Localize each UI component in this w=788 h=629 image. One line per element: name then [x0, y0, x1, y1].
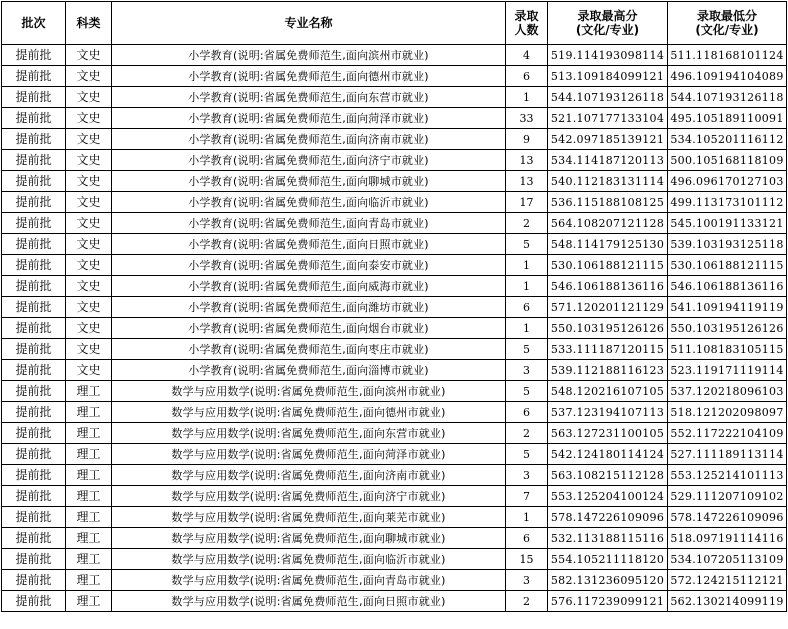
admissions-table: [1, 1, 787, 612]
major-cell: 小学教育(说明:省属免费师范生,面向东营市就业): [112, 87, 506, 108]
table-row: [2, 150, 787, 171]
batch-cell: 提前批: [2, 66, 66, 87]
batch-cell: 提前批: [2, 297, 66, 318]
header-row: [2, 2, 787, 45]
batch-cell: 提前批: [2, 255, 66, 276]
max-score-cell: 554.105211118120: [548, 549, 668, 570]
min-score-cell: 523.119171119114: [668, 360, 787, 381]
major-cell: 数学与应用数学(说明:省属免费师范生,面向滨州市就业): [112, 381, 506, 402]
count-cell: 6: [506, 297, 548, 318]
batch-cell: 提前批: [2, 108, 66, 129]
count-cell: 5: [506, 339, 548, 360]
min-score-cell: 545.100191133121: [668, 213, 787, 234]
min-score-cell: 499.113173101112: [668, 192, 787, 213]
subject-cell: 文史: [66, 150, 112, 171]
count-cell: 1: [506, 255, 548, 276]
table-row: [2, 423, 787, 444]
min-score-cell: 552.117222104109: [668, 423, 787, 444]
subject-cell: 理工: [66, 507, 112, 528]
min-score-cell: 518.097191114116: [668, 528, 787, 549]
max-score-cell: 534.114187120113: [548, 150, 668, 171]
min-score-cell: 553.125214101113: [668, 465, 787, 486]
batch-cell: 提前批: [2, 507, 66, 528]
major-cell: 数学与应用数学(说明:省属免费师范生,面向东营市就业): [112, 423, 506, 444]
max-score-cell: 532.113188115116: [548, 528, 668, 549]
min-score-cell: 529.111207109102: [668, 486, 787, 507]
batch-cell: 提前批: [2, 444, 66, 465]
max-score-cell: 539.112188116123: [548, 360, 668, 381]
major-cell: 小学教育(说明:省属免费师范生,面向枣庄市就业): [112, 339, 506, 360]
table-row: [2, 444, 787, 465]
table-row: [2, 87, 787, 108]
major-cell: 小学教育(说明:省属免费师范生,面向青岛市就业): [112, 213, 506, 234]
count-cell: 2: [506, 213, 548, 234]
table-body: [2, 45, 787, 612]
count-cell: 3: [506, 570, 548, 591]
subject-cell: 理工: [66, 486, 112, 507]
major-cell: 小学教育(说明:省属免费师范生,面向聊城市就业): [112, 171, 506, 192]
min-score-cell: 578.147226109096: [668, 507, 787, 528]
min-score-cell: 550.103195126126: [668, 318, 787, 339]
subject-cell: 文史: [66, 360, 112, 381]
max-score-cell: 553.125204100124: [548, 486, 668, 507]
min-score-cell: 527.111189113114: [668, 444, 787, 465]
max-score-cell: 536.115188108125: [548, 192, 668, 213]
max-score-cell: 548.114179125130: [548, 234, 668, 255]
batch-cell: 提前批: [2, 381, 66, 402]
batch-cell: 提前批: [2, 45, 66, 66]
min-score-cell: 518.121202098097: [668, 402, 787, 423]
batch-cell: 提前批: [2, 192, 66, 213]
batch-cell: 提前批: [2, 528, 66, 549]
header-max-score: [548, 2, 668, 45]
batch-cell: 提前批: [2, 129, 66, 150]
table-row: [2, 108, 787, 129]
count-cell: 1: [506, 87, 548, 108]
min-score-cell: 572.124215112121: [668, 570, 787, 591]
header-batch: 批次: [2, 2, 66, 45]
batch-cell: 提前批: [2, 402, 66, 423]
subject-cell: 理工: [66, 402, 112, 423]
count-cell: 6: [506, 528, 548, 549]
major-cell: 数学与应用数学(说明:省属免费师范生,面向日照市就业): [112, 591, 506, 612]
header-major: 专业名称: [112, 2, 506, 45]
min-score-cell: 530.106188121115: [668, 255, 787, 276]
major-cell: 数学与应用数学(说明:省属免费师范生,面向德州市就业): [112, 402, 506, 423]
min-score-cell: 544.107193126118: [668, 87, 787, 108]
table-row: [2, 276, 787, 297]
major-cell: 数学与应用数学(说明:省属免费师范生,面向聊城市就业): [112, 528, 506, 549]
count-cell: 1: [506, 507, 548, 528]
subject-cell: 文史: [66, 255, 112, 276]
min-score-cell: 537.120218096103: [668, 381, 787, 402]
subject-cell: 理工: [66, 465, 112, 486]
table-row: [2, 255, 787, 276]
max-score-cell: 576.117239099121: [548, 591, 668, 612]
subject-cell: 理工: [66, 570, 112, 591]
max-score-cell: 513.109184099121: [548, 66, 668, 87]
table-row: [2, 528, 787, 549]
batch-cell: 提前批: [2, 570, 66, 591]
batch-cell: 提前批: [2, 360, 66, 381]
header-min-line1: 录取最低分: [696, 9, 757, 23]
subject-cell: 理工: [66, 423, 112, 444]
batch-cell: 提前批: [2, 234, 66, 255]
subject-cell: 理工: [66, 444, 112, 465]
count-cell: 13: [506, 150, 548, 171]
batch-cell: 提前批: [2, 171, 66, 192]
count-cell: 15: [506, 549, 548, 570]
major-cell: 小学教育(说明:省属免费师范生,面向泰安市就业): [112, 255, 506, 276]
major-cell: 小学教育(说明:省属免费师范生,面向济南市就业): [112, 129, 506, 150]
count-cell: 13: [506, 171, 548, 192]
batch-cell: 提前批: [2, 591, 66, 612]
major-cell: 数学与应用数学(说明:省属免费师范生,面向莱芜市就业): [112, 507, 506, 528]
major-cell: 数学与应用数学(说明:省属免费师范生,面向济南市就业): [112, 465, 506, 486]
min-score-cell: 511.108183105115: [668, 339, 787, 360]
batch-cell: 提前批: [2, 87, 66, 108]
batch-cell: 提前批: [2, 213, 66, 234]
min-score-cell: 496.096170127103: [668, 171, 787, 192]
table-row: [2, 591, 787, 612]
table-row: [2, 318, 787, 339]
max-score-cell: 533.111187120115: [548, 339, 668, 360]
table-row: [2, 486, 787, 507]
major-cell: 数学与应用数学(说明:省属免费师范生,面向菏泽市就业): [112, 444, 506, 465]
min-score-cell: 496.109194104089: [668, 66, 787, 87]
count-cell: 1: [506, 318, 548, 339]
major-cell: 数学与应用数学(说明:省属免费师范生,面向临沂市就业): [112, 549, 506, 570]
batch-cell: 提前批: [2, 549, 66, 570]
max-score-cell: 530.106188121115: [548, 255, 668, 276]
count-cell: 5: [506, 444, 548, 465]
header-count-line1: 录取: [514, 9, 539, 23]
table-row: [2, 465, 787, 486]
subject-cell: 文史: [66, 66, 112, 87]
subject-cell: 理工: [66, 528, 112, 549]
max-score-cell: 563.127231100105: [548, 423, 668, 444]
major-cell: 小学教育(说明:省属免费师范生,面向潍坊市就业): [112, 297, 506, 318]
count-cell: 33: [506, 108, 548, 129]
batch-cell: 提前批: [2, 465, 66, 486]
major-cell: 小学教育(说明:省属免费师范生,面向威海市就业): [112, 276, 506, 297]
min-score-cell: 562.130214099119: [668, 591, 787, 612]
max-score-cell: 564.108207121128: [548, 213, 668, 234]
max-score-cell: 542.124180114124: [548, 444, 668, 465]
subject-cell: 理工: [66, 591, 112, 612]
max-score-cell: 544.107193126118: [548, 87, 668, 108]
major-cell: 数学与应用数学(说明:省属免费师范生,面向青岛市就业): [112, 570, 506, 591]
count-cell: 7: [506, 486, 548, 507]
subject-cell: 文史: [66, 108, 112, 129]
subject-cell: 文史: [66, 339, 112, 360]
min-score-cell: 500.105168118109: [668, 150, 787, 171]
major-cell: 小学教育(说明:省属免费师范生,面向临沂市就业): [112, 192, 506, 213]
count-cell: 5: [506, 381, 548, 402]
subject-cell: 文史: [66, 192, 112, 213]
table-row: [2, 45, 787, 66]
min-score-cell: 534.107205113109: [668, 549, 787, 570]
table-row: [2, 507, 787, 528]
batch-cell: 提前批: [2, 339, 66, 360]
count-cell: 3: [506, 465, 548, 486]
subject-cell: 文史: [66, 234, 112, 255]
table-row: [2, 381, 787, 402]
table-row: [2, 360, 787, 381]
count-cell: 1: [506, 276, 548, 297]
header-count-line2: 人数: [514, 23, 539, 37]
major-cell: 小学教育(说明:省属免费师范生,面向菏泽市就业): [112, 108, 506, 129]
table-row: [2, 549, 787, 570]
subject-cell: 理工: [66, 381, 112, 402]
max-score-cell: 537.123194107113: [548, 402, 668, 423]
table-row: [2, 234, 787, 255]
count-cell: 4: [506, 45, 548, 66]
max-score-cell: 571.120201121129: [548, 297, 668, 318]
major-cell: 小学教育(说明:省属免费师范生,面向滨州市就业): [112, 45, 506, 66]
max-score-cell: 578.147226109096: [548, 507, 668, 528]
header-max-line2: (文化/专业): [575, 23, 640, 37]
table-row: [2, 570, 787, 591]
subject-cell: 文史: [66, 297, 112, 318]
max-score-cell: 521.107177133104: [548, 108, 668, 129]
max-score-cell: 582.131236095120: [548, 570, 668, 591]
max-score-cell: 519.114193098114: [548, 45, 668, 66]
max-score-cell: 563.108215112128: [548, 465, 668, 486]
count-cell: 6: [506, 66, 548, 87]
table-row: [2, 129, 787, 150]
subject-cell: 文史: [66, 318, 112, 339]
table-row: [2, 339, 787, 360]
subject-cell: 理工: [66, 549, 112, 570]
subject-cell: 文史: [66, 129, 112, 150]
major-cell: 小学教育(说明:省属免费师范生,面向淄博市就业): [112, 360, 506, 381]
header-max-line1: 录取最高分: [577, 9, 638, 23]
max-score-cell: 548.120216107105: [548, 381, 668, 402]
table-row: [2, 192, 787, 213]
max-score-cell: 550.103195126126: [548, 318, 668, 339]
count-cell: 3: [506, 360, 548, 381]
batch-cell: 提前批: [2, 150, 66, 171]
max-score-cell: 546.106188136116: [548, 276, 668, 297]
major-cell: 小学教育(说明:省属免费师范生,面向日照市就业): [112, 234, 506, 255]
major-cell: 小学教育(说明:省属免费师范生,面向德州市就业): [112, 66, 506, 87]
subject-cell: 文史: [66, 213, 112, 234]
count-cell: 6: [506, 402, 548, 423]
subject-cell: 文史: [66, 276, 112, 297]
batch-cell: 提前批: [2, 486, 66, 507]
header-subject: 科类: [66, 2, 112, 45]
header-min-line2: (文化/专业): [695, 23, 759, 37]
count-cell: 9: [506, 129, 548, 150]
min-score-cell: 534.105201116112: [668, 129, 787, 150]
table-row: [2, 66, 787, 87]
subject-cell: 文史: [66, 171, 112, 192]
major-cell: 数学与应用数学(说明:省属免费师范生,面向济宁市就业): [112, 486, 506, 507]
batch-cell: 提前批: [2, 276, 66, 297]
table-row: [2, 402, 787, 423]
batch-cell: 提前批: [2, 318, 66, 339]
major-cell: 小学教育(说明:省属免费师范生,面向济宁市就业): [112, 150, 506, 171]
batch-cell: 提前批: [2, 423, 66, 444]
table-row: [2, 171, 787, 192]
count-cell: 5: [506, 234, 548, 255]
count-cell: 2: [506, 423, 548, 444]
min-score-cell: 541.109194119119: [668, 297, 787, 318]
min-score-cell: 511.118168101124: [668, 45, 787, 66]
min-score-cell: 495.105189110091: [668, 108, 787, 129]
min-score-cell: 546.106188136116: [668, 276, 787, 297]
header-min-score: [668, 2, 787, 45]
table-row: [2, 213, 787, 234]
subject-cell: 文史: [66, 45, 112, 66]
header-count: [506, 2, 548, 45]
count-cell: 2: [506, 591, 548, 612]
min-score-cell: 539.103193125118: [668, 234, 787, 255]
table-row: [2, 297, 787, 318]
max-score-cell: 542.097185139121: [548, 129, 668, 150]
subject-cell: 文史: [66, 87, 112, 108]
count-cell: 17: [506, 192, 548, 213]
max-score-cell: 540.112183131114: [548, 171, 668, 192]
major-cell: 小学教育(说明:省属免费师范生,面向烟台市就业): [112, 318, 506, 339]
